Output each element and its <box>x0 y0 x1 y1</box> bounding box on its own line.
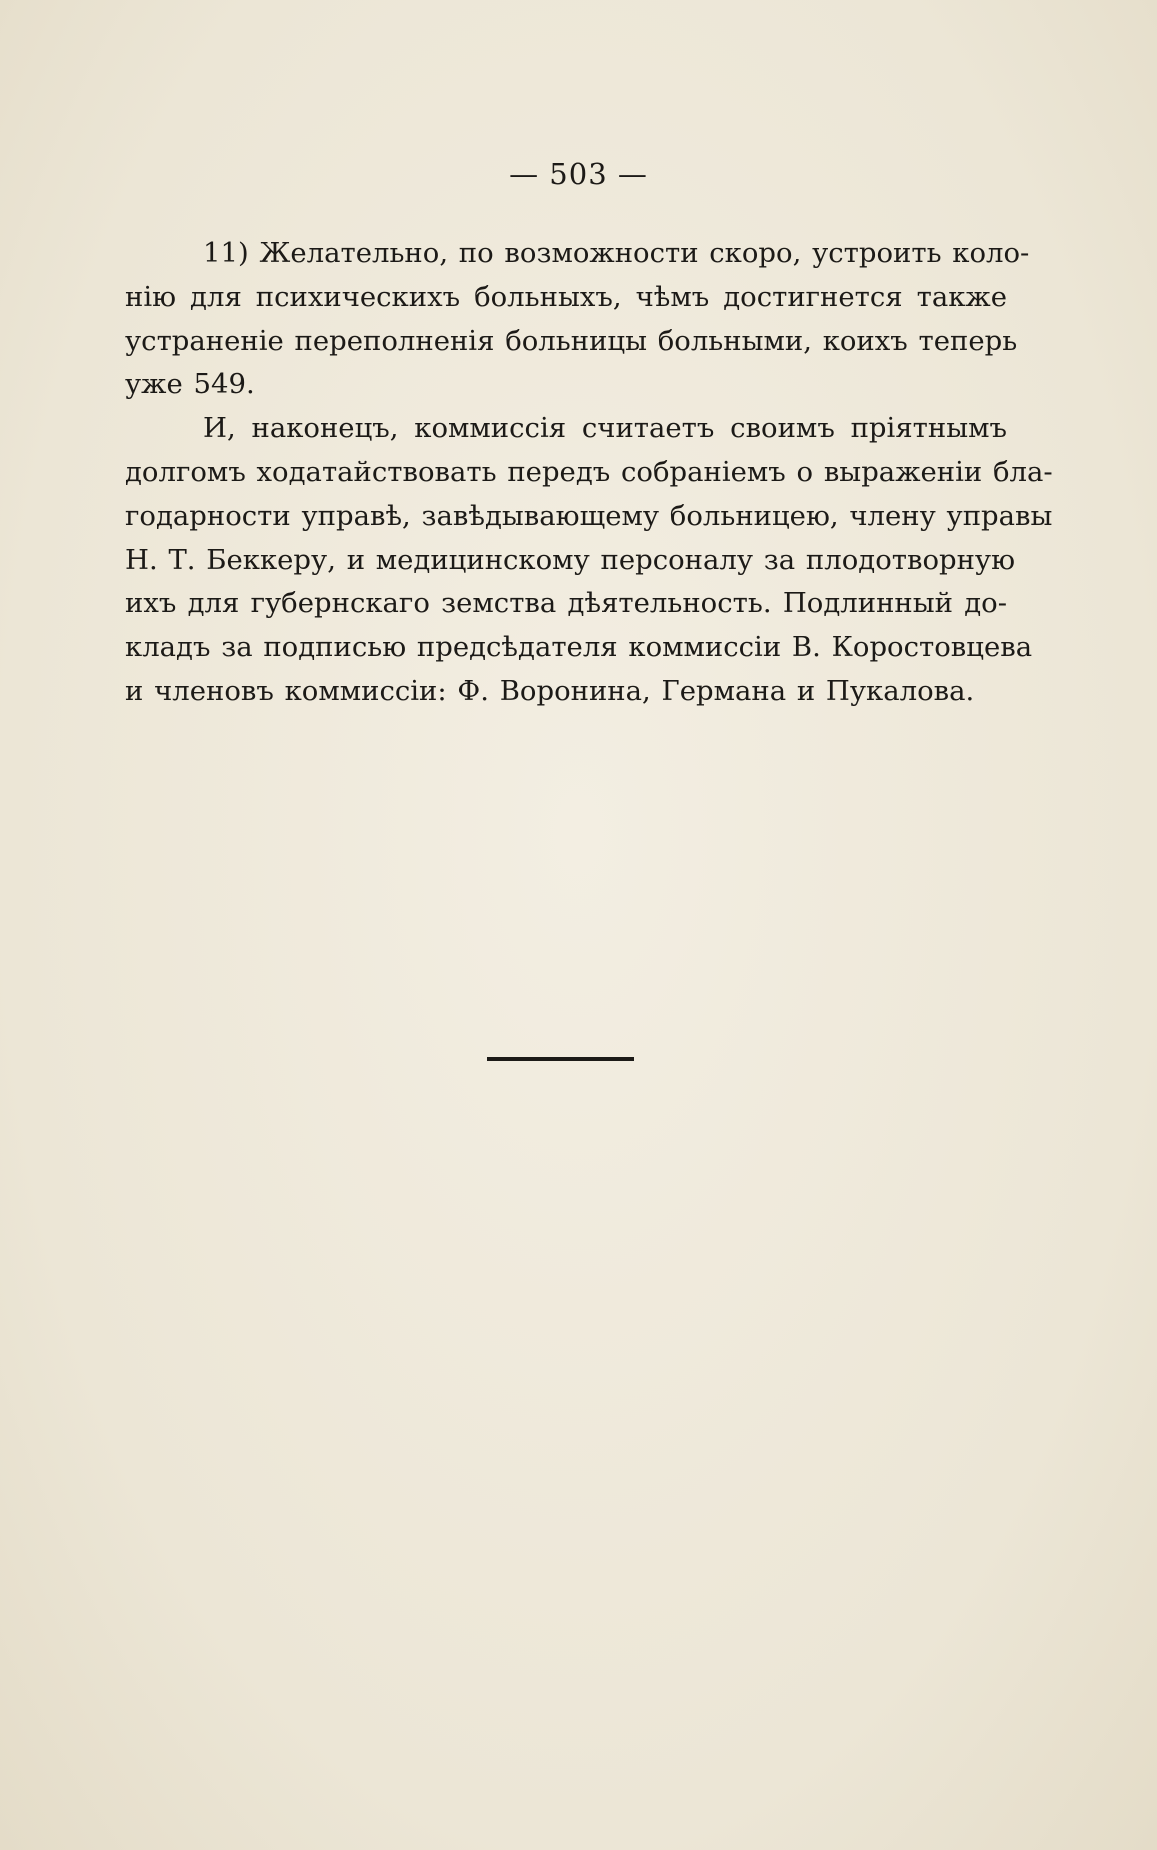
text-line: нію для психическихъ больныхъ, чѣмъ достигнется также <box>125 280 1007 313</box>
text-line: долгомъ ходатайствовать передъ собраніемъ о выраженіи бла- <box>125 455 1053 488</box>
text-line: 11) Желательно, по возможности скоро, устроить коло- <box>203 237 1030 269</box>
page-number: — 503 — <box>509 157 648 191</box>
paragraph-conclusion <box>125 407 1053 714</box>
document-body <box>125 232 1053 714</box>
paragraph-11 <box>125 232 1030 407</box>
text-line: ихъ для губернскаго земства дѣятельность. Подлинный до- <box>125 587 1007 620</box>
text-line: и членовъ коммиссіи: Ф. Воронина, Германа и Пукалова. <box>125 674 975 707</box>
text-line: кладъ за подписью предсѣдателя коммиссіи В. Коростовцева <box>125 631 1033 664</box>
text-line: уже 549. <box>125 368 255 401</box>
text-line: годарности управѣ, завѣдывающему больницею, члену управы <box>125 499 1053 532</box>
text-line: Н. Т. Беккеру, и медицинскому персоналу за плодотворную <box>125 543 1016 576</box>
text-line: И, наконецъ, коммиссія считаетъ своимъ пріятнымъ <box>203 412 1007 445</box>
section-divider <box>487 1057 634 1061</box>
text-line: устраненіе переполненія больницы больными, коихъ теперь <box>125 324 1018 357</box>
